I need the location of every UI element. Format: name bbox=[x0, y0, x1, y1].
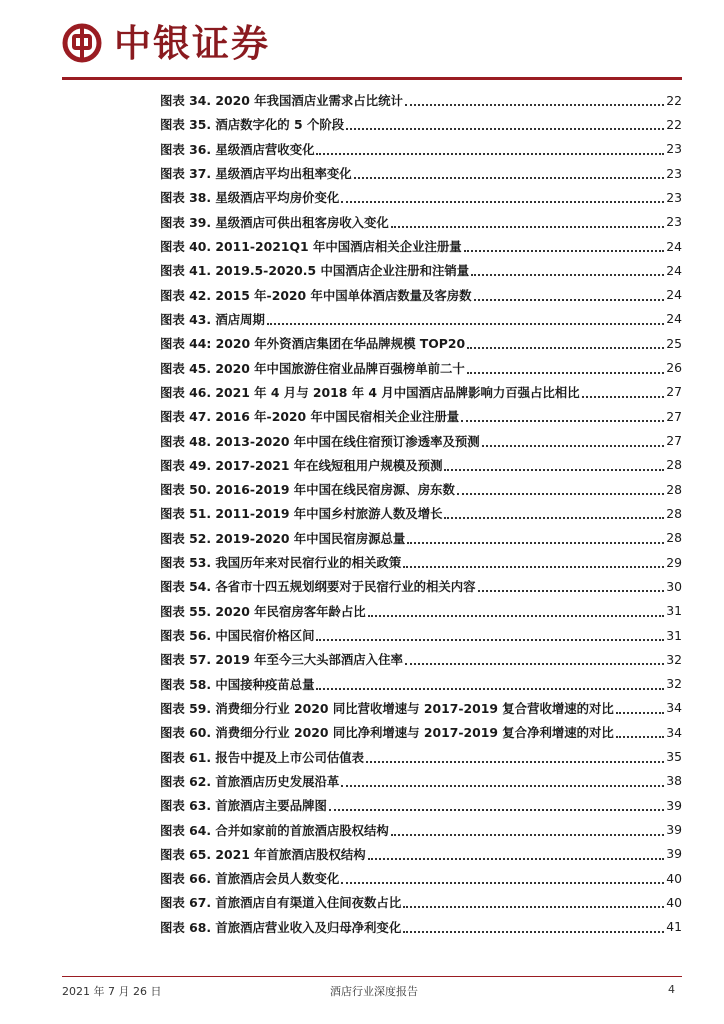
toc-dot-leader bbox=[582, 394, 665, 398]
toc-entry[interactable] bbox=[160, 307, 682, 331]
toc-entry-title: 图表 67. 首旅酒店自有渠道入住间夜数占比 bbox=[160, 895, 402, 911]
toc-entry-title: 图表 66. 首旅酒店会员人数变化 bbox=[160, 871, 340, 887]
toc-entry-page: 22 bbox=[666, 92, 682, 108]
toc-entry-title: 图表 47. 2016 年-2020 年中国民宿相关企业注册量 bbox=[160, 409, 460, 425]
toc-dot-leader bbox=[267, 321, 664, 325]
toc-entry-page: 24 bbox=[666, 238, 682, 254]
toc-entry[interactable] bbox=[160, 355, 682, 379]
toc-entry-title: 图表 39. 星级酒店可供出租客房收入变化 bbox=[160, 214, 389, 230]
toc-entry[interactable] bbox=[160, 550, 682, 574]
toc-dot-leader bbox=[616, 710, 664, 714]
toc-entry-page: 23 bbox=[666, 214, 682, 230]
toc-entry[interactable] bbox=[160, 744, 682, 768]
toc-entry-page: 27 bbox=[666, 408, 682, 424]
toc-entry-page: 38 bbox=[666, 773, 682, 789]
page-header bbox=[0, 0, 724, 80]
toc-dot-leader bbox=[329, 807, 664, 811]
brand-name: 中银证券 bbox=[114, 21, 270, 65]
toc-dot-leader bbox=[616, 734, 664, 738]
toc-entry-page: 27 bbox=[666, 433, 682, 449]
toc-entry[interactable] bbox=[160, 137, 682, 161]
toc-entry-page: 28 bbox=[666, 457, 682, 473]
toc-entry[interactable] bbox=[160, 817, 682, 841]
toc-dot-leader bbox=[457, 491, 664, 495]
toc-entry-title: 图表 41. 2019.5-2020.5 中国酒店企业注册和注销量 bbox=[160, 263, 470, 279]
toc-dot-leader bbox=[316, 151, 664, 155]
toc-entry-page: 34 bbox=[666, 700, 682, 716]
toc-entry-title: 图表 65. 2021 年首旅酒店股权结构 bbox=[160, 846, 366, 862]
toc-entry[interactable] bbox=[160, 453, 682, 477]
toc-entry-title: 图表 63. 首旅酒店主要品牌图 bbox=[160, 798, 327, 814]
toc-entry[interactable] bbox=[160, 234, 682, 258]
toc-dot-leader bbox=[341, 880, 664, 884]
toc-entry-page: 39 bbox=[666, 797, 682, 813]
toc-entry-title: 图表 50. 2016-2019 年中国在线民宿房源、房东数 bbox=[160, 482, 455, 498]
toc-entry-page: 24 bbox=[666, 262, 682, 278]
toc-entry-page: 40 bbox=[666, 894, 682, 910]
toc-entry[interactable] bbox=[160, 890, 682, 914]
toc-entry[interactable] bbox=[160, 428, 682, 452]
toc-dot-leader bbox=[478, 588, 665, 592]
toc-entry-page: 35 bbox=[666, 749, 682, 765]
toc-dot-leader bbox=[444, 467, 664, 471]
toc-dot-leader bbox=[444, 515, 664, 519]
toc-entry[interactable] bbox=[160, 258, 682, 282]
toc-entry[interactable] bbox=[160, 477, 682, 501]
toc-entry-title: 图表 57. 2019 年至今三大头部酒店入住率 bbox=[160, 652, 403, 668]
toc-dot-leader bbox=[471, 272, 664, 276]
toc-entry-page: 32 bbox=[666, 676, 682, 692]
toc-entry-page: 24 bbox=[666, 287, 682, 303]
toc-entry-title: 图表 42. 2015 年-2020 年中国单体酒店数量及客房数 bbox=[160, 287, 472, 303]
toc-entry-page: 23 bbox=[666, 141, 682, 157]
toc-entry-page: 28 bbox=[666, 505, 682, 521]
toc-entry-title: 图表 52. 2019-2020 年中国民宿房源总量 bbox=[160, 530, 406, 546]
toc-entry[interactable] bbox=[160, 574, 682, 598]
toc-entry-page: 27 bbox=[666, 384, 682, 400]
toc-entry-page: 31 bbox=[666, 627, 682, 643]
toc-dot-leader bbox=[341, 783, 664, 787]
toc-entry-page: 31 bbox=[666, 603, 682, 619]
toc-entry[interactable] bbox=[160, 161, 682, 185]
toc-entry-title: 图表 64. 合并如家前的首旅酒店股权结构 bbox=[160, 822, 389, 838]
toc-entry-title: 图表 55. 2020 年民宿房客年龄占比 bbox=[160, 603, 366, 619]
toc-entry-title: 图表 51. 2011-2019 年中国乡村旅游人数及增长 bbox=[160, 506, 443, 522]
toc-entry-title: 图表 61. 报告中提及上市公司估值表 bbox=[160, 749, 365, 765]
toc-entry-title: 图表 43. 酒店周期 bbox=[160, 311, 265, 327]
toc-dot-leader bbox=[482, 443, 665, 447]
toc-entry[interactable] bbox=[160, 915, 682, 939]
toc-entry-page: 34 bbox=[666, 724, 682, 740]
toc-entry[interactable] bbox=[160, 696, 682, 720]
toc-entry-title: 图表 36. 星级酒店营收变化 bbox=[160, 141, 315, 157]
toc-entry[interactable] bbox=[160, 720, 682, 744]
toc-entry-page: 29 bbox=[666, 554, 682, 570]
toc-entry-title: 图表 68. 首旅酒店营业收入及归母净利变化 bbox=[160, 919, 402, 935]
toc-entry-page: 30 bbox=[666, 578, 682, 594]
toc-entry[interactable] bbox=[160, 331, 682, 355]
toc-dot-leader bbox=[407, 540, 664, 544]
toc-entry[interactable] bbox=[160, 623, 682, 647]
toc-dot-leader bbox=[391, 832, 664, 836]
toc-entry-title: 图表 56. 中国民宿价格区间 bbox=[160, 628, 315, 644]
header-divider bbox=[62, 77, 682, 80]
toc-dot-leader bbox=[403, 904, 664, 908]
toc-dot-leader bbox=[368, 856, 665, 860]
toc-dot-leader bbox=[346, 126, 664, 130]
toc-entry-page: 28 bbox=[666, 530, 682, 546]
figure-list bbox=[160, 88, 682, 939]
toc-entry-page: 24 bbox=[666, 311, 682, 327]
toc-entry-title: 图表 45. 2020 年中国旅游住宿业品牌百强榜单前二十 bbox=[160, 360, 465, 376]
toc-entry-title: 图表 40. 2011-2021Q1 年中国酒店相关企业注册量 bbox=[160, 239, 462, 255]
toc-entry[interactable] bbox=[160, 88, 682, 112]
toc-entry[interactable] bbox=[160, 672, 682, 696]
toc-entry-title: 图表 37. 星级酒店平均出租率变化 bbox=[160, 166, 352, 182]
toc-entry-page: 23 bbox=[666, 189, 682, 205]
toc-entry-page: 26 bbox=[666, 360, 682, 376]
toc-entry[interactable] bbox=[160, 185, 682, 209]
toc-entry-page: 41 bbox=[666, 919, 682, 935]
toc-entry-title: 图表 44: 2020 年外资酒店集团在华品牌规模 TOP20 bbox=[160, 336, 466, 352]
toc-entry-page: 22 bbox=[666, 116, 682, 132]
toc-entry-title: 图表 60. 消费细分行业 2020 同比净利增速与 2017-2019 复合净利增速的对比 bbox=[160, 725, 614, 741]
toc-entry[interactable] bbox=[160, 112, 682, 136]
toc-entry-title: 图表 58. 中国接种疫苗总量 bbox=[160, 676, 315, 692]
toc-entry[interactable] bbox=[160, 380, 682, 404]
toc-entry-page: 28 bbox=[666, 481, 682, 497]
toc-entry-title: 图表 62. 首旅酒店历史发展沿革 bbox=[160, 773, 340, 789]
footer-page-number: 4 bbox=[668, 983, 675, 996]
toc-dot-leader bbox=[391, 224, 664, 228]
toc-dot-leader bbox=[461, 418, 664, 422]
toc-dot-leader bbox=[405, 661, 664, 665]
toc-entry-page: 39 bbox=[666, 846, 682, 862]
toc-dot-leader bbox=[316, 686, 664, 690]
toc-dot-leader bbox=[474, 297, 665, 301]
toc-dot-leader bbox=[368, 613, 665, 617]
toc-dot-leader bbox=[464, 248, 665, 252]
toc-dot-leader bbox=[354, 175, 665, 179]
toc-entry-page: 40 bbox=[666, 870, 682, 886]
bank-of-china-logo-icon bbox=[62, 23, 102, 63]
toc-entry[interactable] bbox=[160, 526, 682, 550]
toc-entry[interactable] bbox=[160, 283, 682, 307]
toc-dot-leader bbox=[403, 564, 664, 568]
toc-dot-leader bbox=[405, 102, 664, 106]
toc-dot-leader bbox=[341, 199, 664, 203]
toc-entry[interactable] bbox=[160, 210, 682, 234]
toc-entry[interactable] bbox=[160, 647, 682, 671]
toc-entry-title: 图表 53. 我国历年来对民宿行业的相关政策 bbox=[160, 555, 402, 571]
toc-entry[interactable] bbox=[160, 404, 682, 428]
toc-entry-title: 图表 38. 星级酒店平均房价变化 bbox=[160, 190, 340, 206]
toc-entry[interactable] bbox=[160, 599, 682, 623]
footer-report-title: 酒店行业深度报告 bbox=[330, 985, 418, 998]
toc-entry-title: 图表 35. 酒店数字化的 5 个阶段 bbox=[160, 117, 345, 133]
toc-entry-page: 39 bbox=[666, 822, 682, 838]
toc-dot-leader bbox=[316, 637, 664, 641]
toc-entry[interactable] bbox=[160, 866, 682, 890]
toc-entry[interactable] bbox=[160, 769, 682, 793]
toc-entry[interactable] bbox=[160, 793, 682, 817]
footer-date: 2021 年 7 月 26 日 bbox=[62, 985, 162, 998]
toc-entry-page: 25 bbox=[666, 335, 682, 351]
toc-dot-leader bbox=[366, 759, 664, 763]
toc-entry-title: 图表 48. 2013-2020 年中国在线住宿预订渗透率及预测 bbox=[160, 433, 480, 449]
toc-entry-title: 图表 59. 消费细分行业 2020 同比营收增速与 2017-2019 复合营收增速的对比 bbox=[160, 700, 614, 716]
toc-entry-page: 32 bbox=[666, 651, 682, 667]
toc-dot-leader bbox=[467, 370, 664, 374]
toc-entry-title: 图表 46. 2021 年 4 月与 2018 年 4 月中国酒店品牌影响力百强占比相比 bbox=[160, 384, 580, 400]
toc-dot-leader bbox=[403, 929, 664, 933]
toc-entry-title: 图表 54. 各省市十四五规划纲要对于民宿行业的相关内容 bbox=[160, 579, 476, 595]
toc-entry[interactable] bbox=[160, 842, 682, 866]
toc-entry-title: 图表 49. 2017-2021 年在线短租用户规模及预测 bbox=[160, 457, 443, 473]
toc-entry[interactable] bbox=[160, 501, 682, 525]
footer-divider bbox=[62, 976, 682, 977]
toc-dot-leader bbox=[467, 345, 664, 349]
toc-entry-title: 图表 34. 2020 年我国酒店业需求占比统计 bbox=[160, 93, 403, 109]
toc-entry-page: 23 bbox=[666, 165, 682, 181]
